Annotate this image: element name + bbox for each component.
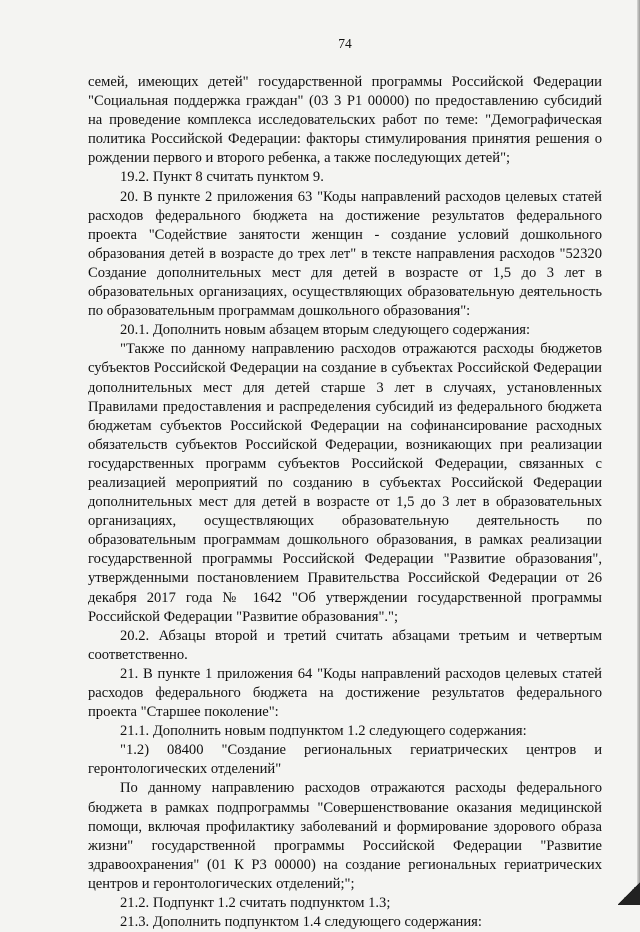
paragraph: семей, имеющих детей" государственной программы Российской Федерации "Социальная поддержка граждан" (03 3 P1 00000) по предоставлению субсидий на проведение комплекса исследовательских работ по теме: "Демографическая политика Российской Федерации: факторы стимулирования принятия решения о рождении первого и второго ребенка, а также последующих детей"; bbox=[88, 74, 602, 167]
paragraph: 21.3. Дополнить подпунктом 1.4 следующего содержания: bbox=[120, 914, 482, 931]
paragraph: 20. В пункте 2 приложения 63 "Коды направлений расходов целевых статей расходов федерального бюджета на достижение результатов федерального проекта "Содействие занятости женщин - создание условий дошкольного образования детей в возрасте до трех лет" в тексте направления расходов "52320 Создание дополнительных мест для детей в возрасте от 1,5 до 3 лет в образовательных организациях, осуществляющих образовательную деятельность по образовательным программам дошкольного образования": bbox=[88, 188, 602, 320]
paragraph: 19.2. Пункт 8 считать пунктом 9. bbox=[120, 169, 324, 186]
paragraph: 20.2. Абзацы второй и третий считать абзацами третьим и четвертым соответственно. bbox=[88, 627, 602, 663]
document-body bbox=[88, 73, 602, 932]
paragraph: 21. В пункте 1 приложения 64 "Коды направлений расходов целевых статей расходов федерального бюджета на достижение результатов федерального проекта "Старшее поколение": bbox=[88, 665, 602, 721]
paragraph: 21.2. Подпункт 1.2 считать подпунктом 1.3; bbox=[120, 895, 391, 912]
paragraph: 20.1. Дополнить новым абзацем вторым следующего содержания: bbox=[120, 322, 531, 339]
paragraph: "Также по данному направлению расходов отражаются расходы бюджетов субъектов Российской Федерации на создание в субъектах Российской Федерации дополнительных мест для детей старше 3 лет в случаях, установленных Правилами предоставления и распределения субсидий из федерального бюджета бюджетам субъектов Российской Федерации на софинансирование расходных обязательств субъектов Российской Федерации, возникающих при реализации государственных программ субъектов Российской Федерации, связанных с реализацией мероприятий по созданию в субъектах Российской Федерации дополнительных мест для детей в возрасте от 1,5 до 3 лет в образовательных организациях, осуществляющих образовательную деятельность по образовательным программам дошкольного образования, в рамках реализации государственной программы Российской Федерации "Развитие образования", утвержденными постановлением Правительства Российской Федерации от 26 декабря 2017 года № 1642 "Об утверждении государственной программы Российской Федерации "Развитие образования"."; bbox=[88, 341, 602, 625]
scan-corner bbox=[618, 881, 640, 905]
paragraph: "1.2) 08400 "Создание региональных гериатрических центров и геронтологических отделений" bbox=[88, 742, 602, 778]
page-number: 74 bbox=[338, 36, 352, 51]
paragraph: По данному направлению расходов отражаются расходы федерального бюджета в рамках подпрограммы "Совершенствование оказания медицинской помощи, включая профилактику заболеваний и формирование здорового образа жизни" государственной программы Российской Федерации "Развитие здравоохранения" (01 К Р3 00000) на создание региональных гериатрических центров и геронтологических отделений;"; bbox=[88, 780, 602, 892]
paragraph: 21.1. Дополнить новым подпунктом 1.2 следующего содержания: bbox=[120, 723, 527, 740]
